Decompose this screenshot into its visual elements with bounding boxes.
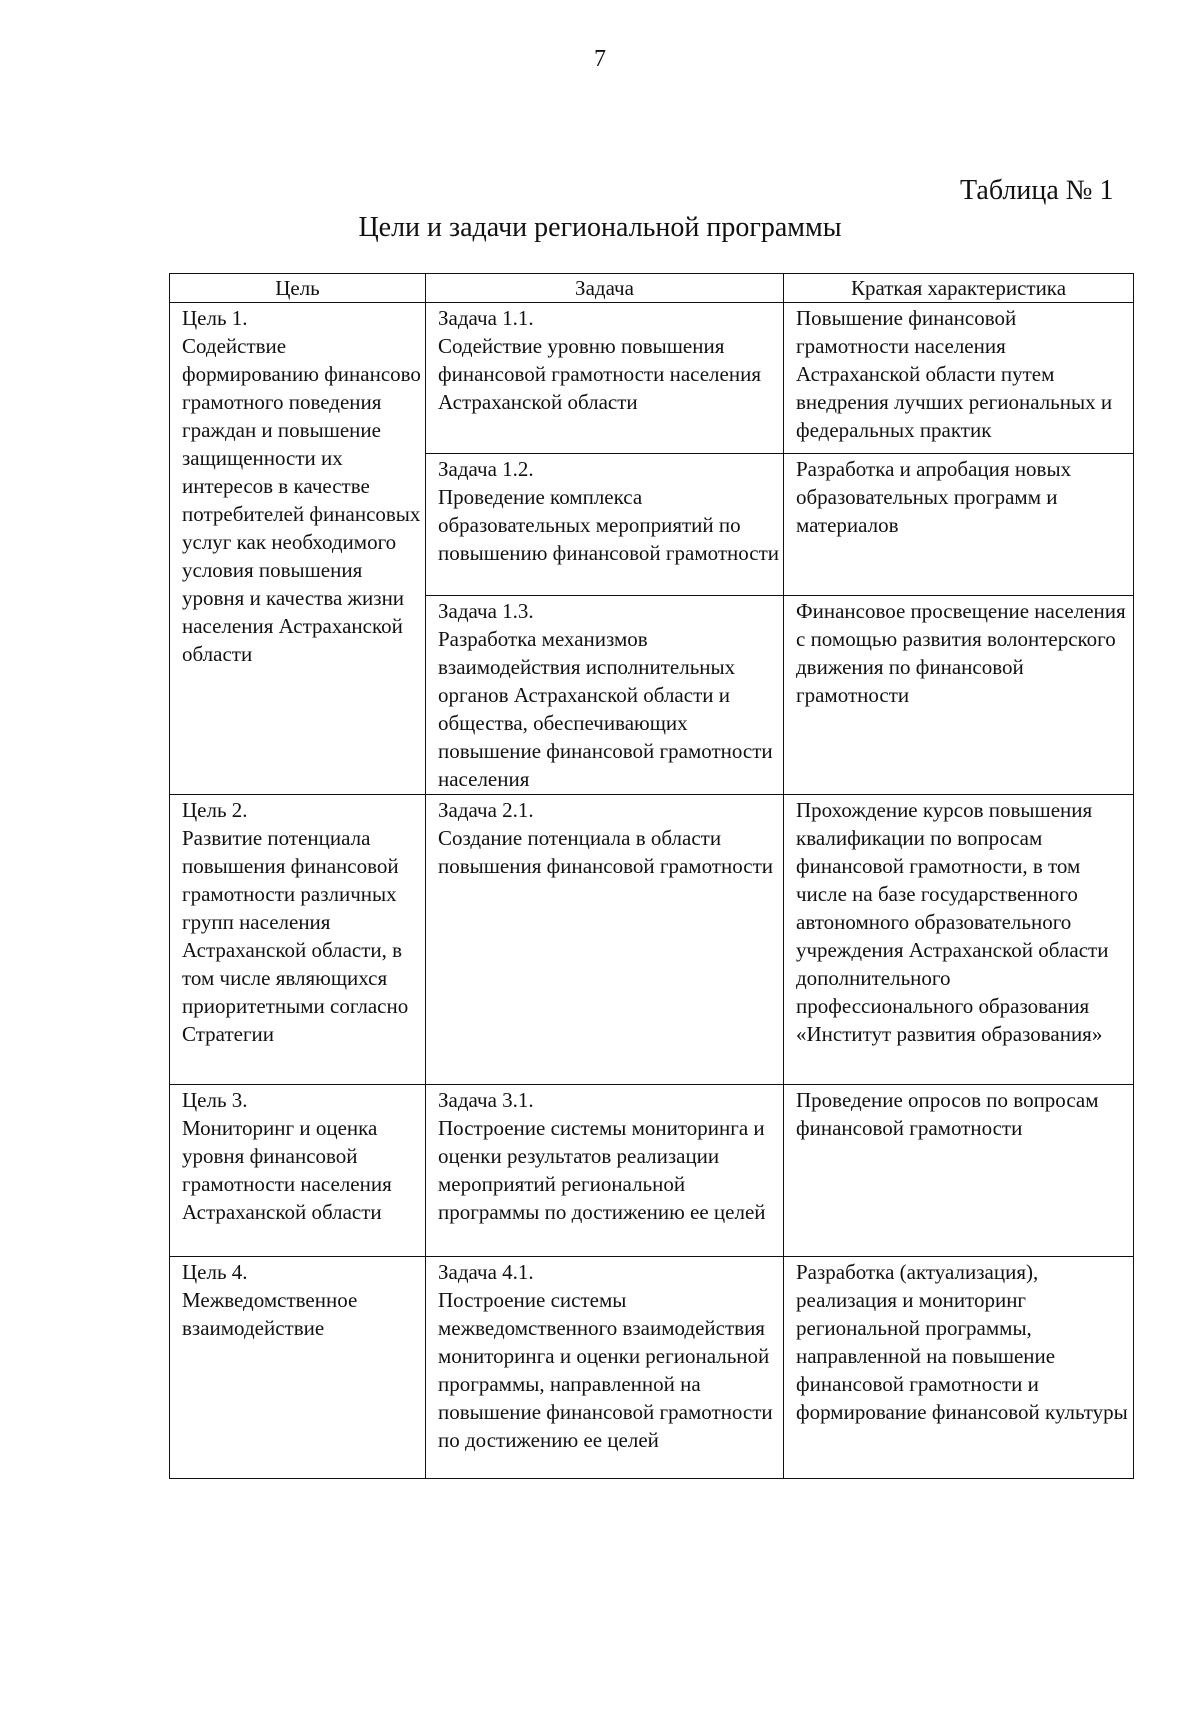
- characteristic-text: Финансовое просвещение населения с помощью развития волонтерского движения по финансовой грамотности: [796, 599, 1126, 707]
- characteristic-text: Разработка и апробация новых образовательных программ и материалов: [796, 457, 1072, 537]
- goal-text: Содействие формированию финансово грамотного поведения граждан и повышение защищенности их интересов в качестве потребителей финансовых услуг как необходимого условия повышения уровня и качества жизни населения Астраханской области: [182, 334, 421, 666]
- goal-cell: [170, 795, 426, 1085]
- task-text: Проведение комплекса образовательных мероприятий по повышению финансовой грамотности: [438, 485, 780, 565]
- goal-cell: [170, 1257, 426, 1479]
- task-label: Задача 4.1.: [438, 1260, 534, 1284]
- document-title: Цели и задачи региональной программы: [358, 212, 842, 243]
- goal-text: Развитие потенциала повышения финансовой грамотности различных групп населения Астраханской области, в том числе являющихся приоритетными согласно Стратегии: [182, 826, 409, 1046]
- characteristic-text: Проведение опросов по вопросам финансовой грамотности: [796, 1088, 1099, 1140]
- task-cell: [426, 454, 784, 596]
- goal-cell: [170, 303, 426, 795]
- header-task: Задача: [426, 274, 784, 303]
- task-label: Задача 1.3.: [438, 599, 534, 623]
- goal-label: Цель 4.: [182, 1260, 248, 1284]
- task-cell: [426, 795, 784, 1085]
- characteristic-text: Повышение финансовой грамотности населения Астраханской области путем внедрения лучших региональных и федеральных практик: [796, 306, 1113, 442]
- goal-label: Цель 3.: [182, 1088, 248, 1112]
- table-row: [170, 1257, 1134, 1479]
- characteristic-cell: [784, 303, 1134, 454]
- characteristic-cell: [784, 454, 1134, 596]
- characteristic-cell: [784, 795, 1134, 1085]
- characteristic-cell: [784, 596, 1134, 795]
- goal-text: Мониторинг и оценка уровня финансовой грамотности населения Астраханской области: [182, 1116, 392, 1224]
- header-goal: Цель: [170, 274, 426, 303]
- table-header-row: [170, 274, 1134, 303]
- task-cell: [426, 596, 784, 795]
- table-row: [170, 303, 1134, 454]
- characteristic-cell: [784, 1257, 1134, 1479]
- goal-label: Цель 1.: [182, 306, 248, 330]
- task-label: Задача 1.2.: [438, 457, 534, 481]
- characteristic-text: Прохождение курсов повышения квалификации по вопросам финансовой грамотности, в том числе на базе государственного автономного образовательного учреждения Астраханской области дополнительного профессионального образования «Институт развития образования»: [796, 798, 1109, 1046]
- task-cell: [426, 1257, 784, 1479]
- table-row: [170, 1085, 1134, 1257]
- task-text: Содействие уровню повышения финансовой грамотности населения Астраханской области: [438, 334, 761, 414]
- goal-cell: [170, 1085, 426, 1257]
- task-text: Построение системы межведомственного взаимодействия мониторинга и оценки региональной программы, направленной на повышение финансовой грамотности по достижению ее целей: [438, 1288, 773, 1452]
- goal-label: Цель 2.: [182, 798, 248, 822]
- characteristic-cell: [784, 1085, 1134, 1257]
- page-number: 7: [594, 46, 606, 72]
- table-label: Таблица № 1: [960, 175, 1114, 206]
- goals-tasks-table: [169, 273, 1134, 1479]
- task-text: Построение системы мониторинга и оценки результатов реализации мероприятий региональной программы по достижению ее целей: [438, 1116, 766, 1224]
- task-cell: [426, 303, 784, 454]
- task-text: Создание потенциала в области повышения финансовой грамотности: [438, 826, 773, 878]
- header-characteristic: Краткая характеристика: [784, 274, 1134, 303]
- task-label: Задача 2.1.: [438, 798, 534, 822]
- task-cell: [426, 1085, 784, 1257]
- task-label: Задача 3.1.: [438, 1088, 534, 1112]
- task-text: Разработка механизмов взаимодействия исполнительных органов Астраханской области и общества, обеспечивающих повышение финансовой грамотности населения: [438, 627, 773, 791]
- characteristic-text: Разработка (актуализация), реализация и мониторинг региональной программы, направленной на повышение финансовой грамотности и формирование финансовой культуры: [796, 1260, 1128, 1424]
- task-label: Задача 1.1.: [438, 306, 534, 330]
- table-row: [170, 795, 1134, 1085]
- goal-text: Межведомственное взаимодействие: [182, 1288, 358, 1340]
